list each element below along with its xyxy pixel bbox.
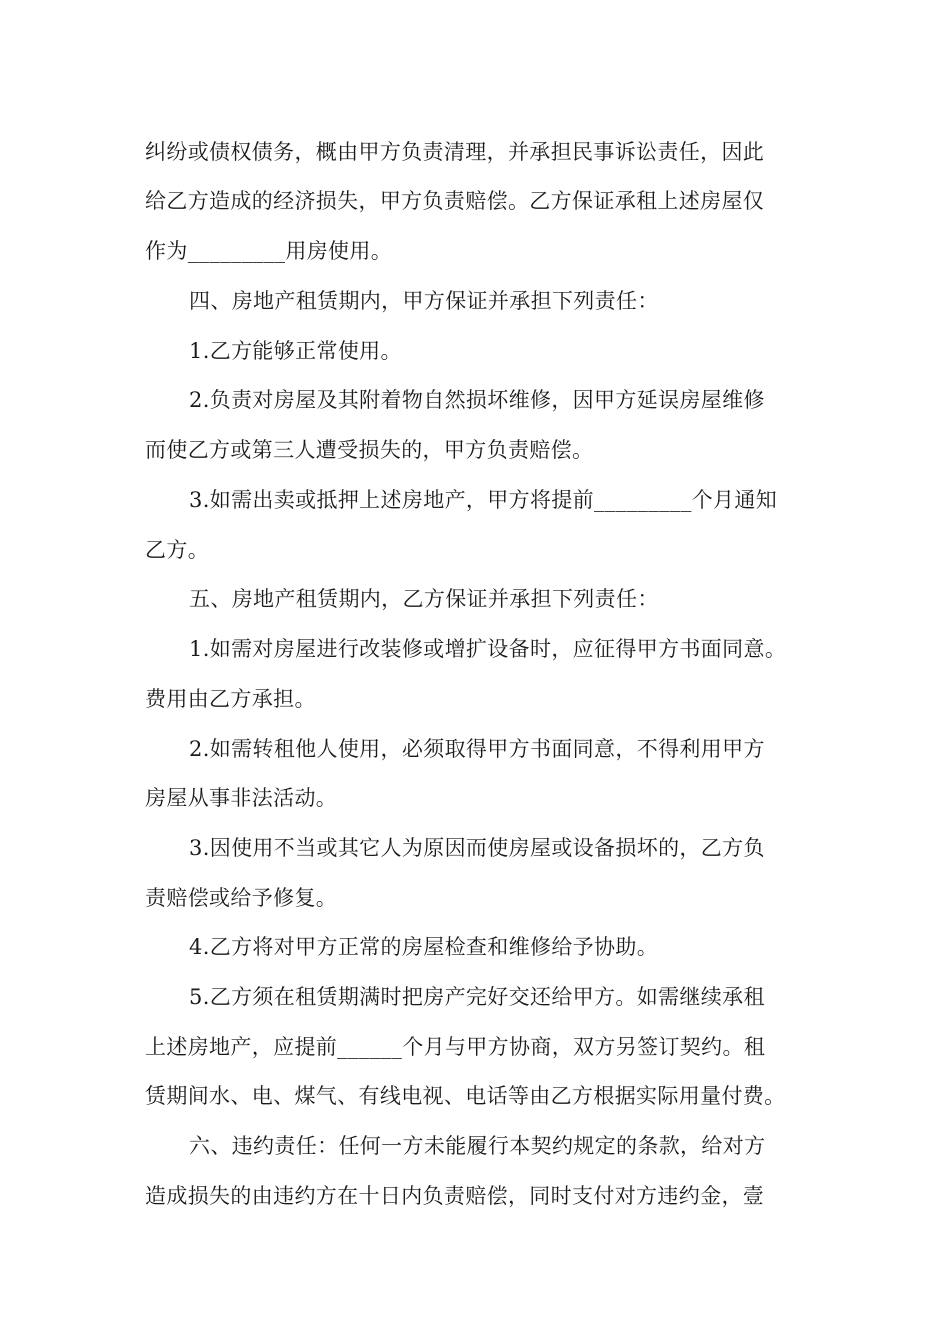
paragraph-line: 作为_________用房使用。 <box>145 239 393 263</box>
paragraph-line: 房屋从事非法活动。 <box>145 786 338 810</box>
paragraph-line: 造成损失的由违约方在十日内负责赔偿，同时支付对方违约金，壹 <box>145 1184 765 1208</box>
paragraph-line: 上述房地产，应提前______个月与甲方协商，双方另签订契约。租 <box>145 1035 766 1059</box>
list-item: 3.因使用不当或其它人为原因而使房屋或设备损坏的，乙方负 <box>189 836 765 860</box>
paragraph-line: 而使乙方或第三人遭受损失的，甲方负责赔偿。 <box>145 438 594 462</box>
paragraph-line: 给乙方造成的经济损失，甲方负责赔偿。乙方保证承租上述房屋仅 <box>145 189 765 213</box>
list-item: 2.如需转租他人使用，必须取得甲方书面同意，不得利用甲方 <box>189 737 765 761</box>
paragraph-line: 赁期间水、电、煤气、有线电视、电话等由乙方根据实际用量付费。 <box>145 1084 786 1108</box>
list-item: 1.乙方能够正常使用。 <box>189 339 402 363</box>
list-item: 1.如需对房屋进行改装修或增扩设备时，应征得甲方书面同意。 <box>189 637 787 661</box>
list-item: 5.乙方须在租赁期满时把房产完好交还给甲方。如需继续承租 <box>189 985 765 1009</box>
section-heading-6: 六、违约责任：任何一方未能履行本契约规定的条款，给对方 <box>189 1134 766 1158</box>
section-heading-5: 五、房地产租赁期内，乙方保证并承担下列责任： <box>189 587 659 611</box>
paragraph-line: 纠纷或债权债务，概由甲方负责清理，并承担民事诉讼责任，因此 <box>145 140 765 164</box>
paragraph-line: 乙方。 <box>145 538 210 562</box>
paragraph-line: 责赔偿或给予修复。 <box>145 886 338 910</box>
list-item: 4.乙方将对甲方正常的房屋检查和维修给予协助。 <box>189 935 659 959</box>
paragraph-line: 费用由乙方承担。 <box>145 687 316 711</box>
list-item: 2.负责对房屋及其附着物自然损坏维修，因甲方延误房屋维修 <box>189 388 765 412</box>
list-item: 3.如需出卖或抵押上述房地产，甲方将提前_________个月通知 <box>189 488 778 512</box>
section-heading-4: 四、房地产租赁期内，甲方保证并承担下列责任： <box>189 289 659 313</box>
